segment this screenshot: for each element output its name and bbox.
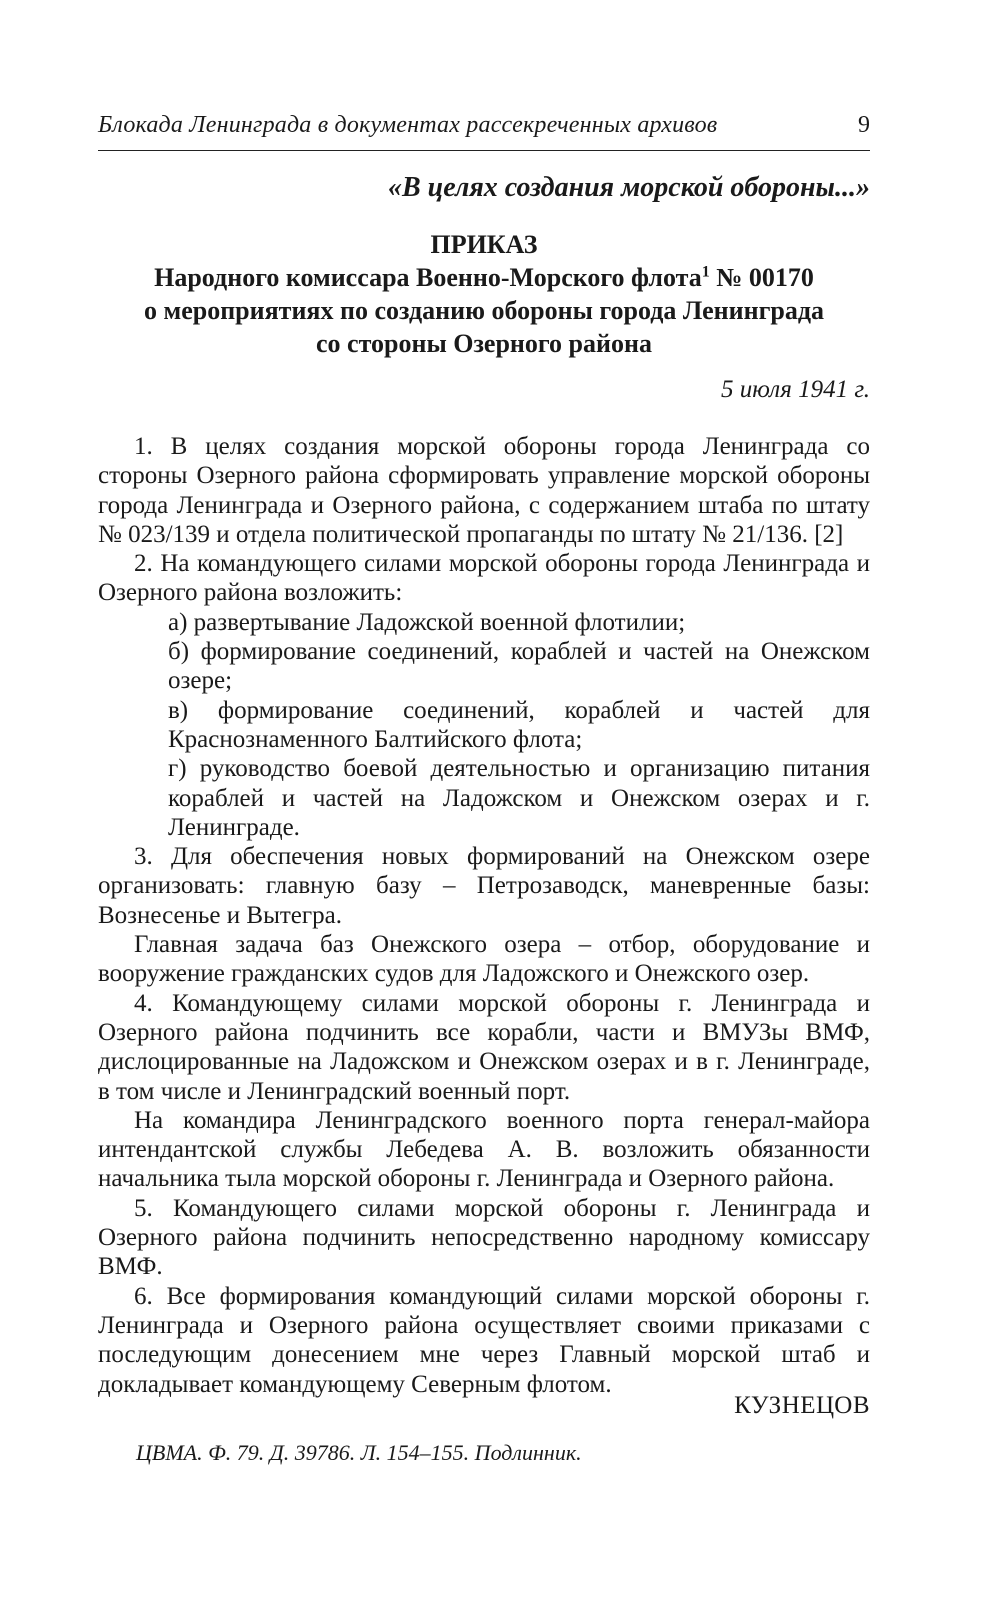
document-title-line-2: о мероприятиях по созданию обороны города Ленинграда xyxy=(143,296,824,325)
paragraph-2c: в) формирование соединений, кораблей и частей для Краснознаменного Балтийского флота; xyxy=(168,696,870,753)
paragraph-2: 2. На командующего силами морской обороны города Ленинграда и Озерного района возложить: xyxy=(98,550,870,607)
paragraph-3: 3. Для обеспечения новых формирований на Онежском озере организовать: главную базу – Петрозаводск, маневренные базы: Вознесенье и Вытегра. xyxy=(98,843,870,929)
running-header-title: Блокада Ленинграда в документах рассекреченных архивов xyxy=(98,112,718,138)
paragraph-4b: На командира Ленинградского военного порта генерал-майора интендантской службы Лебедева А. В. возложить обязанности начальника тыла морской обороны г. Ленинграда и Озерного района. xyxy=(98,1106,870,1193)
order-number: № 00170 xyxy=(709,263,814,292)
paragraph-2b: б) формирование соединений, кораблей и частей на Онежском озере; xyxy=(168,638,870,695)
paragraph-4: 4. Командующему силами морской обороны г. Ленинграда и Озерного района подчинить все корабли, части и ВМУЗы ВМФ, дислоцированные на Ладожском и Онежском озерах и в г. Ленинграде, в том числе и Ленинградский военный порт. xyxy=(98,989,870,1105)
paragraph-2d: г) руководство боевой деятельностью и организацию питания кораблей и частей на Ладожском и Онежском озерах и г. Ленинграде. xyxy=(168,755,870,841)
document-title-block xyxy=(98,228,870,360)
footnote-mark: 1 xyxy=(701,263,710,281)
running-header xyxy=(98,104,870,151)
document-title-line-3: со стороны Озерного района xyxy=(316,329,652,358)
section-epigraph: «В целях создания морской обороны...» xyxy=(387,172,870,203)
archive-source: ЦВМА. Ф. 79. Д. 39786. Л. 154–155. Подлинник. xyxy=(136,1440,582,1465)
document-title-line-1 xyxy=(98,261,870,294)
page-number: 9 xyxy=(858,112,870,138)
document-body xyxy=(98,432,870,1399)
signature: КУЗНЕЦОВ xyxy=(734,1392,870,1419)
document-date: 5 июля 1941 г. xyxy=(721,376,870,403)
paragraph-1: 1. В целях создания морской обороны города Ленинграда со стороны Озерного района сформировать управление морской обороны города Ленинграда и Озерного района, с содержанием штаба по штату № 023/139 и отдела политической пропаганды по штату № 21/136. [2] xyxy=(98,433,870,548)
document-type: ПРИКАЗ xyxy=(430,230,538,259)
paragraph-3b: Главная задача баз Онежского озера – отбор, оборудование и вооружение гражданских судов для Ладожского и Онежского озер. xyxy=(98,931,870,988)
title-issuer: Народного комиссара Военно-Морского флота xyxy=(154,263,702,292)
paragraph-5: 5. Командующего силами морской обороны г. Ленинграда и Озерного района подчинить непосредственно народному комиссару ВМФ. xyxy=(98,1194,870,1281)
paragraph-6: 6. Все формирования командующий силами морской обороны г. Ленинграда и Озерного района осуществляет своими приказами с последующим донесением мне через Главный морской штаб и докладывает командующему Северным флотом. xyxy=(98,1282,870,1398)
paragraph-2a: а) развертывание Ладожской военной флотилии; xyxy=(168,608,686,636)
